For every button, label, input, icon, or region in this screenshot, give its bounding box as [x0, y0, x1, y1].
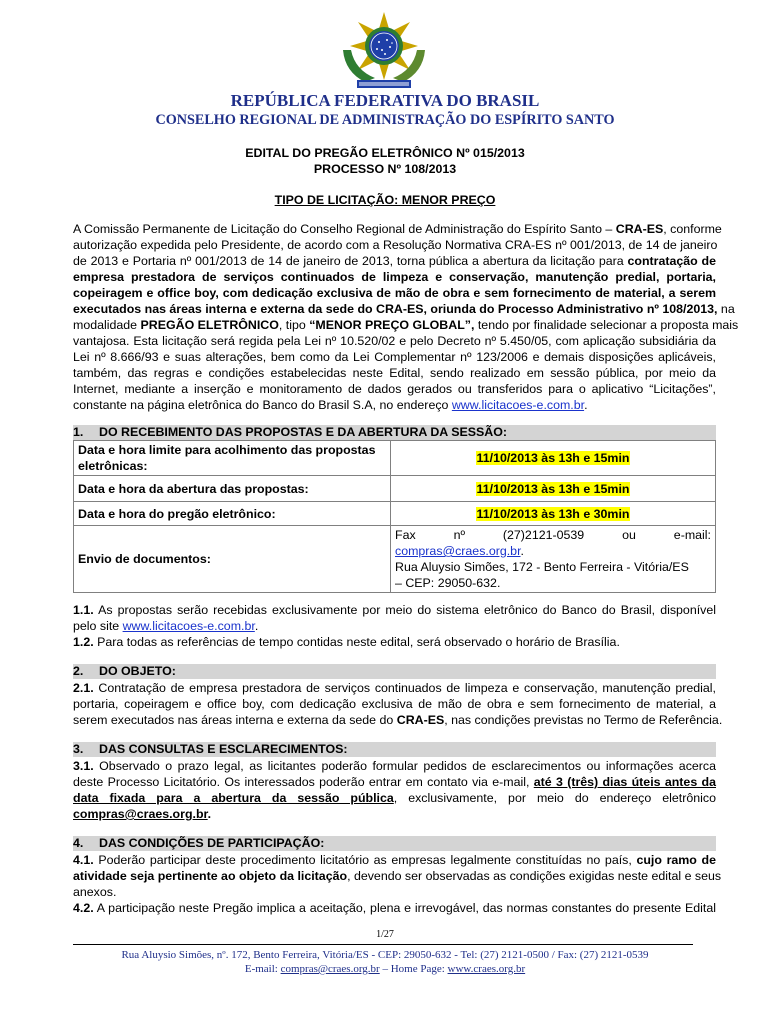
paragraph-3-1 — [73, 758, 716, 822]
text-line: pelo site www.licitacoes-e.com.br. — [73, 619, 259, 633]
compras-email-link[interactable]: compras@craes.org.br — [73, 807, 208, 821]
text-line: portaria, copeiragem e office boy, com dedicação exclusiva de mão de obra e sem fornecimento de material, a — [73, 697, 716, 711]
section-3-header: 3. DAS CONSULTAS E ESCLARECIMENTOS: — [73, 742, 716, 757]
table-cell-label: Data e hora da abertura das propostas: — [74, 476, 391, 502]
intro-line: Lei nº 8.666/93 e suas alterações, bem como da Lei Complementar nº 123/2006 e demais disposições aplicáveis, — [73, 350, 716, 364]
intro-line: empresa prestadora de serviços continuados de limpeza e conservação, manutenção predial, portaria, — [73, 270, 716, 284]
table-cell-contact — [391, 526, 716, 593]
section-2-header: 2. DO OBJETO: — [73, 664, 716, 679]
compras-email-link[interactable]: compras@craes.org.br — [395, 544, 521, 558]
table-row — [74, 526, 716, 593]
intro-line: copeiragem e office boy, com dedicação exclusiva de mão de obra e sem fornecimento de material, a serem — [73, 286, 716, 300]
text-line: 4.2. A participação neste Pregão implica a aceitação, plena e irrevogável, das normas constantes do presente Edital — [73, 901, 716, 915]
intro-paragraph — [73, 221, 739, 413]
table-row — [74, 441, 716, 476]
footer-divider — [73, 944, 693, 945]
processo-title: PROCESSO Nº 108/2013 — [313, 162, 457, 176]
contact-line: Rua Aluysio Simões, 172 - Bento Ferreira - Vitória/ES — [395, 560, 689, 574]
section-1-header: 1. DO RECEBIMENTO DAS PROPOSTAS E DA ABERTURA DA SESSÃO: — [73, 425, 716, 440]
text-line: anexos. — [73, 885, 117, 899]
table-row — [74, 476, 716, 502]
intro-line: autorização expedida pelo Presidente, de acordo com a Resolução Normativa CRA-ES nº 001/2013, de 14 de janeiro — [73, 238, 718, 252]
footer-address: Rua Aluysio Simões, nº. 172, Bento Ferreira, Vitória/ES - CEP: 29050-632 - Tel: (27) 2121-0500 / Fax: (27) 2121-0539 — [121, 949, 649, 961]
intro-line: constante na página eletrônica do Banco do Brasil S.A, no endereço www.licitacoes-e.com.br. — [73, 398, 588, 412]
text-line: 2.1. Contratação de empresa prestadora de serviços continuados de limpeza e conservação, manutenção predial, — [73, 681, 716, 695]
contact-line: – CEP: 29050-632. — [395, 576, 501, 590]
intro-line: executados nas áreas interna e externa da sede do CRA-ES, oriunda do Processo Administrativo nº 108/2013, na — [73, 302, 735, 316]
licitacoes-link[interactable]: www.licitacoes-e.com.br — [451, 398, 585, 412]
tipo-licitacao: TIPO DE LICITAÇÃO: MENOR PREÇO — [274, 193, 496, 207]
table-cell-value: 11/10/2013 às 13h e 15min — [391, 476, 716, 502]
intro-line: de 2013 e Portaria nº 001/2013 de 14 de janeiro de 2013, torna pública a abertura da licitação para contratação de — [73, 254, 716, 268]
table-cell-value: 11/10/2013 às 13h e 15min — [391, 441, 716, 476]
council-heading: CONSELHO REGIONAL DE ADMINISTRAÇÃO DO ESPÍRITO SANTO — [155, 112, 615, 128]
edital-title: EDITAL DO PREGÃO ELETRÔNICO Nº 015/2013 — [245, 146, 525, 160]
intro-line: modalidade PREGÃO ELETRÔNICO, tipo “MENOR PREÇO GLOBAL”, tendo por finalidade selecionar a proposta mais — [73, 318, 739, 332]
footer-homepage-link[interactable]: www.craes.org.br — [447, 963, 526, 975]
page-number: 1/27 — [376, 929, 394, 940]
footer-contact: E-mail: compras@craes.org.br – Home Page: www.craes.org.br — [244, 963, 526, 975]
dates-table — [73, 440, 716, 593]
brazil-coat-of-arms-icon — [335, 10, 433, 92]
paragraph-1-1 — [73, 602, 716, 650]
text-line: 1.2. Para todas as referências de tempo contidas neste edital, será observado o horário de Brasília. — [73, 635, 620, 649]
text-line: 4.1. Poderão participar deste procedimento licitatório as empresas legalmente constituídas no país, cujo ramo de — [73, 853, 716, 867]
paragraph-2-1 — [73, 680, 723, 728]
text-line: serem executados nas áreas interna e externa da sede do CRA-ES, nas condições previstas no Termo de Referência. — [73, 713, 723, 727]
text-line: data fixada para a abertura da sessão pública, exclusivamente, por meio do endereço eletrônico — [73, 791, 716, 805]
contact-line: Fax nº (27)2121-0539 ou e-mail: — [395, 528, 711, 542]
contact-line: compras@craes.org.br. — [395, 544, 524, 558]
intro-line: também, das regras e condições estabelecidas neste Edital, sendo realizado em sessão pública, por meio da — [73, 366, 716, 380]
table-cell-value: 11/10/2013 às 13h e 30min — [391, 502, 716, 526]
table-cell-label: Data e hora limite para acolhimento das propostas eletrônicas: — [74, 441, 391, 476]
table-row — [74, 502, 716, 526]
paragraph-4 — [73, 852, 722, 916]
licitacoes-link[interactable]: www.licitacoes-e.com.br — [122, 619, 255, 633]
table-cell-label: Envio de documentos: — [74, 526, 391, 593]
section-4-header: 4. DAS CONDIÇÕES DE PARTICIPAÇÃO: — [73, 836, 716, 851]
text-line: compras@craes.org.br. — [73, 807, 212, 821]
text-line: 3.1. Observado o prazo legal, as licitantes poderão formular pedidos de esclarecimentos ou informações acerca — [73, 759, 716, 773]
table-cell-label: Data e hora do pregão eletrônico: — [74, 502, 391, 526]
intro-line: vantajosa. Esta licitação será regida pela Lei nº 10.520/02 e pelo Decreto nº 5.450/05, com aplicação subsidiária da — [73, 334, 716, 348]
intro-line: A Comissão Permanente de Licitação do Conselho Regional de Administração do Espírito Santo – CRA-ES, conforme — [73, 222, 722, 236]
text-line: deste Processo Licitatório. Os interessados poderão entrar em contato via e-mail, até 3 (três) dias úteis antes da — [73, 775, 716, 789]
text-line: atividade seja pertinente ao objeto da licitação, devendo ser observadas as condições exigidas neste edital e seus — [73, 869, 722, 883]
republic-heading: REPÚBLICA FEDERATIVA DO BRASIL — [230, 91, 540, 110]
text-line: 1.1. As propostas serão recebidas exclusivamente por meio do sistema eletrônico do Banco do Brasil, disponível — [73, 603, 716, 617]
intro-line: Internet, mediante a inserção e monitoramento de dados gerados ou transferidos para o aplicativo “Licitações”, — [73, 382, 716, 396]
footer-email-link[interactable]: compras@craes.org.br — [280, 963, 380, 975]
